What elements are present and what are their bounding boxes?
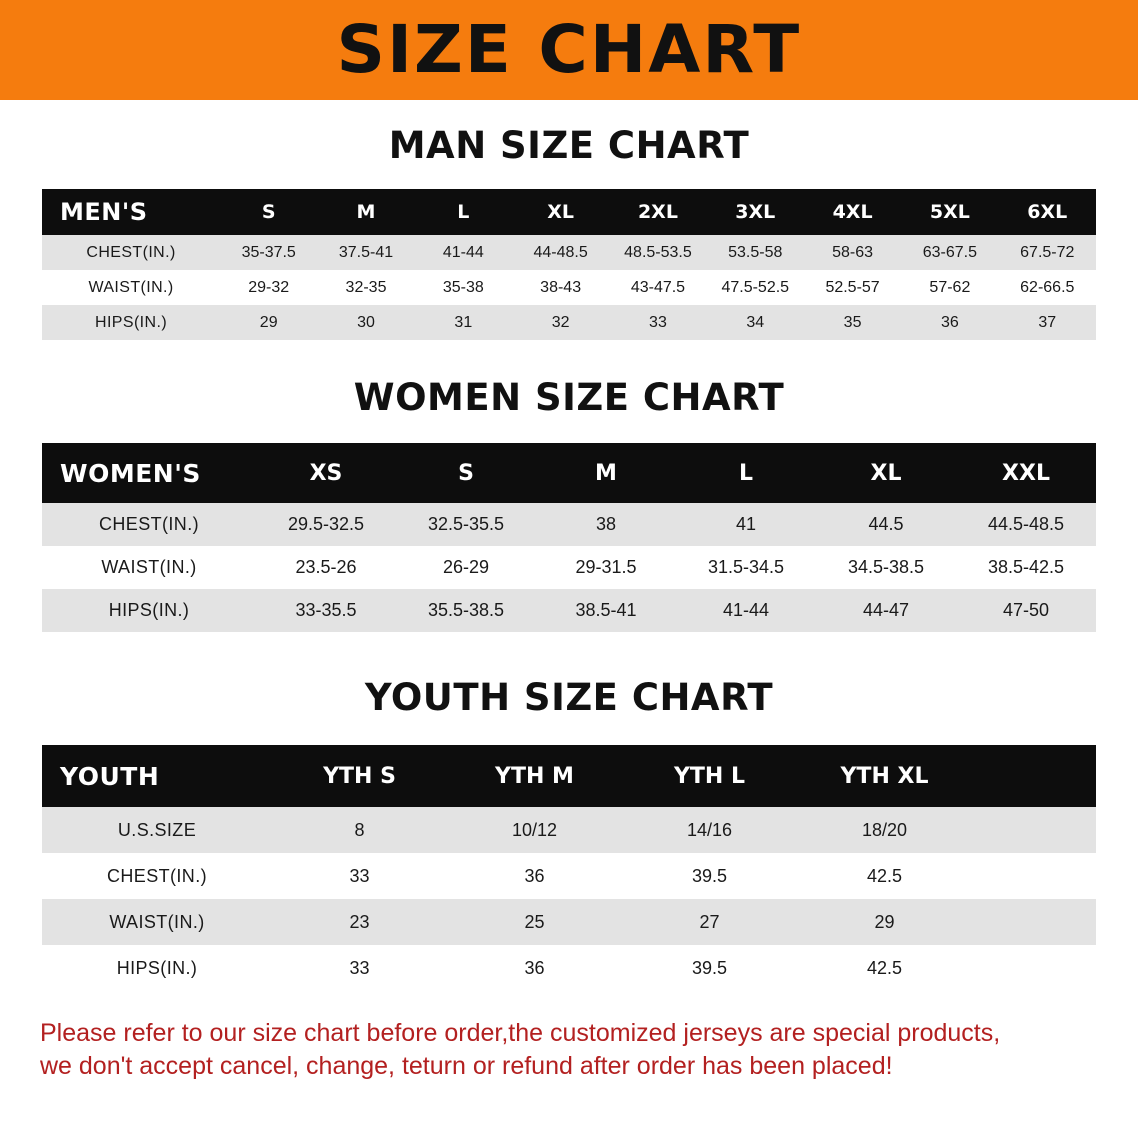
table-cell: 29.5-32.5 bbox=[256, 503, 396, 546]
men-row-label-header: MEN'S bbox=[42, 189, 220, 235]
table-cell: 39.5 bbox=[622, 853, 797, 899]
table-cell: 14/16 bbox=[622, 807, 797, 853]
women-row-label-header: WOMEN'S bbox=[42, 443, 256, 503]
table-header-row bbox=[42, 443, 1096, 503]
column-header: YTH M bbox=[447, 745, 622, 807]
table-cell: 29-32 bbox=[220, 270, 317, 305]
table-cell: 42.5 bbox=[797, 945, 972, 991]
table-cell: 8 bbox=[272, 807, 447, 853]
table-cell: 44.5-48.5 bbox=[956, 503, 1096, 546]
table-cell: 48.5-53.5 bbox=[609, 235, 706, 270]
man-section-heading: MAN SIZE CHART bbox=[388, 124, 750, 167]
youth-table-head bbox=[42, 745, 1096, 807]
column-header: 3XL bbox=[707, 189, 804, 235]
table-row bbox=[42, 270, 1096, 305]
table-cell: 34 bbox=[707, 305, 804, 340]
column-header: XL bbox=[816, 443, 956, 503]
table-cell: 30 bbox=[317, 305, 414, 340]
table-row bbox=[42, 899, 1096, 945]
table-cell: 41-44 bbox=[415, 235, 512, 270]
banner bbox=[0, 0, 1138, 100]
column-header: 6XL bbox=[999, 189, 1096, 235]
table-cell: 18/20 bbox=[797, 807, 972, 853]
column-header: XL bbox=[512, 189, 609, 235]
table-header-row bbox=[42, 189, 1096, 235]
table-cell-spacer bbox=[972, 853, 1096, 899]
row-label: U.S.SIZE bbox=[42, 807, 272, 853]
column-header: L bbox=[676, 443, 816, 503]
table-cell: 44-48.5 bbox=[512, 235, 609, 270]
column-header-spacer bbox=[972, 745, 1096, 807]
column-header: XS bbox=[256, 443, 396, 503]
table-row bbox=[42, 853, 1096, 899]
table-cell: 53.5-58 bbox=[707, 235, 804, 270]
table-cell: 35-38 bbox=[415, 270, 512, 305]
man-table-wrap bbox=[0, 189, 1138, 340]
table-cell: 29-31.5 bbox=[536, 546, 676, 589]
table-cell: 29 bbox=[220, 305, 317, 340]
table-row bbox=[42, 589, 1096, 632]
table-cell: 32-35 bbox=[317, 270, 414, 305]
page-title: SIZE CHART bbox=[336, 11, 802, 88]
column-header: 4XL bbox=[804, 189, 901, 235]
table-cell: 47.5-52.5 bbox=[707, 270, 804, 305]
table-cell: 41-44 bbox=[676, 589, 816, 632]
table-cell: 38 bbox=[536, 503, 676, 546]
table-cell: 63-67.5 bbox=[901, 235, 998, 270]
table-header-row bbox=[42, 745, 1096, 807]
table-cell: 33 bbox=[609, 305, 706, 340]
table-cell: 67.5-72 bbox=[999, 235, 1096, 270]
table-cell: 23.5-26 bbox=[256, 546, 396, 589]
women-table-head bbox=[42, 443, 1096, 503]
table-cell: 33 bbox=[272, 945, 447, 991]
table-cell: 47-50 bbox=[956, 589, 1096, 632]
table-cell: 25 bbox=[447, 899, 622, 945]
table-cell: 58-63 bbox=[804, 235, 901, 270]
youth-size-table bbox=[42, 745, 1096, 991]
table-cell: 36 bbox=[447, 853, 622, 899]
table-cell: 35-37.5 bbox=[220, 235, 317, 270]
table-cell: 27 bbox=[622, 899, 797, 945]
column-header: YTH L bbox=[622, 745, 797, 807]
table-row bbox=[42, 807, 1096, 853]
man-size-table bbox=[42, 189, 1096, 340]
return-policy-note bbox=[40, 1017, 1104, 1083]
man-table-body bbox=[42, 235, 1096, 340]
table-cell: 33 bbox=[272, 853, 447, 899]
table-cell: 31 bbox=[415, 305, 512, 340]
table-cell: 57-62 bbox=[901, 270, 998, 305]
table-cell: 29 bbox=[797, 899, 972, 945]
row-label: WAIST(IN.) bbox=[42, 270, 220, 305]
column-header: YTH XL bbox=[797, 745, 972, 807]
table-cell: 34.5-38.5 bbox=[816, 546, 956, 589]
note-line-1: Please refer to our size chart before order,the customized jerseys are special products, bbox=[40, 1019, 1001, 1047]
table-cell: 44.5 bbox=[816, 503, 956, 546]
table-cell: 44-47 bbox=[816, 589, 956, 632]
table-cell: 31.5-34.5 bbox=[676, 546, 816, 589]
table-cell-spacer bbox=[972, 807, 1096, 853]
table-cell: 36 bbox=[447, 945, 622, 991]
column-header: 5XL bbox=[901, 189, 998, 235]
women-table-body bbox=[42, 503, 1096, 632]
row-label: WAIST(IN.) bbox=[42, 546, 256, 589]
column-header: M bbox=[536, 443, 676, 503]
table-cell: 42.5 bbox=[797, 853, 972, 899]
table-cell: 35 bbox=[804, 305, 901, 340]
women-table-wrap bbox=[0, 443, 1138, 632]
table-row bbox=[42, 945, 1096, 991]
youth-table-body bbox=[42, 807, 1096, 991]
table-cell: 23 bbox=[272, 899, 447, 945]
table-cell: 39.5 bbox=[622, 945, 797, 991]
column-header: S bbox=[396, 443, 536, 503]
column-header: 2XL bbox=[609, 189, 706, 235]
column-header: L bbox=[415, 189, 512, 235]
table-cell: 36 bbox=[901, 305, 998, 340]
row-label: HIPS(IN.) bbox=[42, 589, 256, 632]
table-cell: 10/12 bbox=[447, 807, 622, 853]
row-label: WAIST(IN.) bbox=[42, 899, 272, 945]
table-cell: 32.5-35.5 bbox=[396, 503, 536, 546]
row-label: CHEST(IN.) bbox=[42, 235, 220, 270]
table-cell: 52.5-57 bbox=[804, 270, 901, 305]
table-cell: 38.5-41 bbox=[536, 589, 676, 632]
youth-row-label-header: YOUTH bbox=[42, 745, 272, 807]
table-cell: 38-43 bbox=[512, 270, 609, 305]
table-row bbox=[42, 546, 1096, 589]
table-cell: 41 bbox=[676, 503, 816, 546]
row-label: CHEST(IN.) bbox=[42, 503, 256, 546]
row-label: CHEST(IN.) bbox=[42, 853, 272, 899]
table-cell: 26-29 bbox=[396, 546, 536, 589]
table-row bbox=[42, 235, 1096, 270]
column-header: YTH S bbox=[272, 745, 447, 807]
column-header: XXL bbox=[956, 443, 1096, 503]
table-cell: 32 bbox=[512, 305, 609, 340]
column-header: M bbox=[317, 189, 414, 235]
table-cell: 38.5-42.5 bbox=[956, 546, 1096, 589]
table-cell: 43-47.5 bbox=[609, 270, 706, 305]
table-cell-spacer bbox=[972, 899, 1096, 945]
row-label: HIPS(IN.) bbox=[42, 945, 272, 991]
youth-section-heading: YOUTH SIZE CHART bbox=[364, 676, 774, 719]
table-cell: 37 bbox=[999, 305, 1096, 340]
women-size-table bbox=[42, 443, 1096, 632]
table-row bbox=[42, 503, 1096, 546]
row-label: HIPS(IN.) bbox=[42, 305, 220, 340]
women-section-heading: WOMEN SIZE CHART bbox=[353, 376, 785, 419]
table-cell: 35.5-38.5 bbox=[396, 589, 536, 632]
youth-table-wrap bbox=[0, 745, 1138, 991]
man-table-head bbox=[42, 189, 1096, 235]
note-line-2: we don't accept cancel, change, teturn or refund after order has been placed! bbox=[40, 1052, 893, 1080]
column-header: S bbox=[220, 189, 317, 235]
table-cell: 37.5-41 bbox=[317, 235, 414, 270]
table-row bbox=[42, 305, 1096, 340]
table-cell-spacer bbox=[972, 945, 1096, 991]
table-cell: 33-35.5 bbox=[256, 589, 396, 632]
table-cell: 62-66.5 bbox=[999, 270, 1096, 305]
